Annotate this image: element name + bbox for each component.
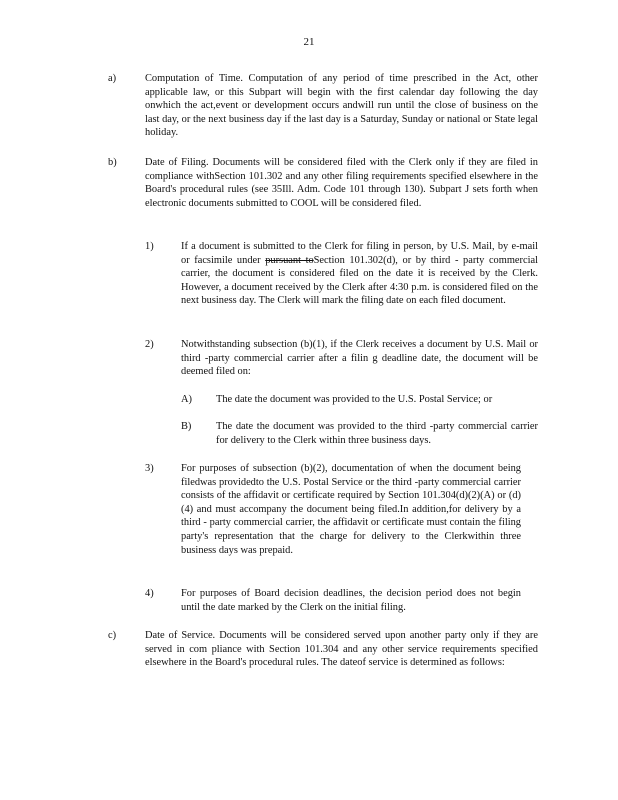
section-text: Date of Service. Documents will be considered served upon another party only if they are served in com pliance with Section 101.304 and any other service requirements specified elsewhere in the Board's procedural rules. The dateof service is determined as follows: xyxy=(145,630,538,669)
subitem-text: The date the document was provided to the third -party commercial carrier for delivery to the Clerk within three business days. xyxy=(216,421,538,446)
section-text: Date of Filing. Documents will be considered filed with the Clerk only if they are filed in compliance withSection 101.302 and any other filing requirements specified elsewhere in the Board's procedural rules (see 35Ill. Adm. Code 101 through 130). Subpart J sets forth when electronic documents submitted to COOL will be considered filed. xyxy=(145,157,538,209)
struck-text: pursuant to xyxy=(265,254,314,266)
page-number: 21 xyxy=(303,36,315,48)
item-marker: 3) xyxy=(145,463,154,474)
subitem-marker: A) xyxy=(181,394,192,405)
item-text: For purposes of subsection (b)(2), documentation of when the document being filedwas providedto the U.S. Postal Service or the third -party commercial carrier consists of the affidavit or certificate required by Section 101.304(d)(2)(A) or (d)(4) and must accompany the document being filed.In addition,for delivery by a third - party commercial carrier, the affidavit or certificate must contain the filing party's representation that the charge for delivery to the Clerkwithin three business days was prepaid. xyxy=(181,463,521,556)
item-text xyxy=(181,240,538,308)
section-text: Computation of Time. Computation of any period of time prescribed in the Act, other applicable law, or this Subpart will begin with the first calendar day following the day onwhich the act,event or development occurs andwill run until the close of business on the last day, or the next business day if the last day is a Saturday, Sunday or national or State legal holiday. xyxy=(145,73,538,139)
item-marker: 2) xyxy=(145,339,154,350)
item-marker: 4) xyxy=(145,588,154,599)
item-marker: 1) xyxy=(145,241,154,252)
item-text: Notwithstanding subsection (b)(1), if the Clerk receives a document by U.S. Mail or third -party commercial carrier after a filin g deadline date, the document will be deemed filed on: xyxy=(181,339,538,378)
item-text: For purposes of Board decision deadlines, the decision period does not begin until the date marked by the Clerk on the initial filing. xyxy=(181,588,521,613)
item-text-after: Section 101.302(d), or by third - party commercial carrier, the document is considered filed on the date it is received by the Clerk. However, a document received by the Clerk after 4:30 p.m. is considered filed on the next business day. The Clerk will mark the filing date on each filed document. xyxy=(181,254,538,307)
subitem-text: The date the document was provided to the U.S. Postal Service; or xyxy=(216,394,493,405)
item-text-before: If a document is submitted to the Clerk for filing in person, by U.S. Mail, by e-mail or facsimile under xyxy=(181,241,538,266)
subitem-marker: B) xyxy=(181,421,192,432)
section-marker: c) xyxy=(108,630,117,641)
section-marker: b) xyxy=(108,157,117,168)
section-marker: a) xyxy=(108,73,117,84)
